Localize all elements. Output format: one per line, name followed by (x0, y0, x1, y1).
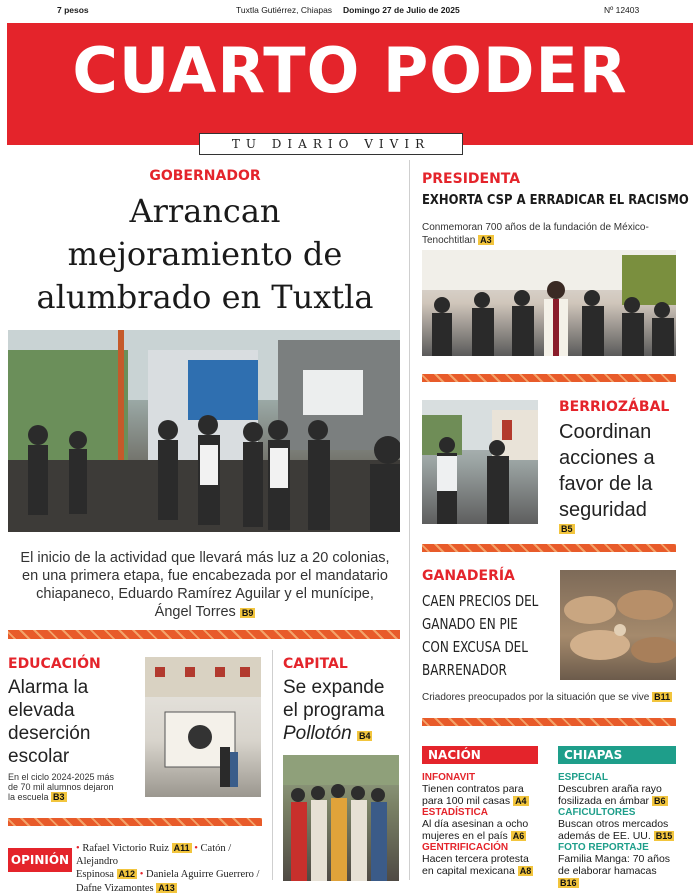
nacion-label[interactable]: NACIÓN (422, 746, 538, 764)
chiapas-item-title[interactable]: Descubren araña rayo (558, 783, 662, 795)
lead-headline-line: Arrancan (129, 192, 281, 230)
capital-headline-line: Pollotón (283, 723, 352, 744)
decorative-band (422, 544, 676, 552)
educacion-sub (8, 772, 114, 802)
presidenta-photo-scene (422, 250, 676, 356)
price-label: 7 pesos (57, 5, 89, 15)
nacion-item-kicker: ESTADÍSTICA (422, 807, 488, 818)
columnist-name[interactable]: Daniela Aguirre Guerrero / (146, 869, 260, 880)
ganaderia-headline-line: GANADO EN PIE (422, 615, 518, 633)
top-info-bar (0, 0, 700, 22)
presidenta-sub (422, 222, 649, 247)
page-ref-badge[interactable]: B16 (560, 878, 577, 888)
page-ref-badge[interactable]: A11 (173, 843, 190, 853)
decorative-band (422, 718, 676, 726)
nacion-list (422, 772, 538, 877)
capital-headline[interactable] (283, 676, 384, 748)
berriozabal-ref (559, 517, 575, 536)
page-ref-badge[interactable]: A8 (519, 866, 532, 876)
presidenta-headline[interactable]: EXHORTA CSP A ERRADICAR EL RACISMO (422, 192, 689, 208)
ganaderia-headline-line: BARRENADOR (422, 661, 507, 679)
page-ref-badge[interactable]: B6 (653, 796, 666, 806)
lead-caption-line: chiapaneco, Eduardo Ramírez Aguilar y el munícipe, (36, 586, 374, 602)
lead-photo-scene (8, 330, 400, 532)
chiapas-item-title[interactable]: de elaborar hamacas (558, 865, 657, 877)
berriozabal-headline-line: seguridad (559, 499, 647, 521)
ganaderia-sub (422, 692, 672, 703)
tagline: TU DIARIO VIVIR (199, 133, 463, 155)
ganaderia-headline[interactable] (422, 590, 538, 682)
edition-date: Domingo 27 de Julio de 2025 (343, 5, 460, 15)
lead-caption-line: en una primera etapa, fue encabezada por el mandatario (22, 568, 388, 584)
nacion-item-title[interactable]: Al día asesinan a ocho (422, 818, 529, 830)
page-ref-badge[interactable]: B3 (53, 792, 65, 802)
edition-number: Nº 12403 (604, 5, 640, 15)
nacion-item-kicker: GENTRIFICACIÓN (422, 842, 509, 853)
page-ref-badge[interactable]: B9 (241, 608, 254, 618)
educacion-photo[interactable] (145, 657, 261, 797)
capital-photo[interactable] (283, 755, 399, 881)
page-ref-badge[interactable]: B4 (358, 731, 371, 741)
chiapas-item-title[interactable]: Familia Manga: 70 años (558, 853, 671, 865)
berriozabal-headline-line: acciones a (559, 447, 655, 469)
educacion-sub-line: En el ciclo 2024-2025 más (8, 772, 115, 782)
page-ref-badge[interactable]: B11 (654, 692, 671, 702)
ganaderia-photo[interactable] (560, 570, 676, 680)
columnist-name[interactable]: Catón / Alejandro (76, 843, 232, 867)
nacion-item-title[interactable]: mujeres en el país (422, 830, 508, 842)
berriozabal-headline[interactable] (559, 419, 655, 523)
educacion-headline-line: escolar (8, 746, 70, 767)
educacion-headline-line: deserción (8, 723, 91, 744)
ganaderia-photo-scene (560, 570, 676, 680)
page-ref-badge[interactable]: A4 (515, 796, 527, 806)
decorative-band (8, 630, 400, 639)
nacion-item-title[interactable]: en capital mexicana (422, 865, 515, 877)
berriozabal-photo[interactable] (422, 400, 538, 524)
capital-photo-scene (283, 755, 399, 881)
presidenta-photo[interactable] (422, 250, 676, 356)
chiapas-list (558, 772, 676, 889)
newspaper-logo: CUARTO PODER (72, 34, 628, 107)
ganaderia-kicker[interactable]: GANADERÍA (422, 568, 515, 584)
columnist-name[interactable]: Espinosa (76, 869, 114, 880)
berriozabal-photo-scene (422, 400, 538, 524)
nacion-item-title[interactable]: Hacen tercera protesta (422, 853, 529, 865)
opinion-columnists: • Rafael Victorio Ruiz A11 • Catón / Alejandro Espinosa A12 • Daniela Aguirre Guerrero / Dafne Vizamontes A13 (76, 843, 260, 894)
educacion-headline[interactable] (8, 676, 90, 768)
nacion-item-title[interactable]: para 100 mil casas (422, 795, 511, 807)
berriozabal-headline-line: Coordinan (559, 421, 652, 443)
chiapas-item-kicker: CAFICULTORES (558, 807, 636, 818)
page-ref-badge[interactable]: B15 (655, 831, 673, 841)
lead-headline[interactable] (0, 190, 410, 319)
presidenta-kicker[interactable]: PRESIDENTA (422, 171, 521, 187)
educacion-sub-line: de 70 mil alumnos dejaron (8, 782, 114, 792)
presidenta-sub-line: Tenochtitlan (422, 235, 476, 246)
nacion-item-kicker: INFONAVIT (422, 772, 476, 783)
lead-caption-line: El inicio de la actividad que llevará más luz a 20 colonias, (20, 550, 390, 566)
columnist-name[interactable]: Rafael Victorio Ruiz (82, 843, 169, 854)
educacion-sub-line: la escuela (8, 792, 49, 802)
lead-caption (0, 549, 410, 622)
column-divider (272, 650, 273, 880)
berriozabal-kicker[interactable]: BERRIOZÁBAL (559, 399, 670, 415)
presidenta-sub-line: Conmemoran 700 años de la fundación de México- (422, 222, 649, 233)
opinion-label[interactable]: OPINIÓN (8, 848, 72, 872)
berriozabal-headline-line: favor de la (559, 473, 653, 495)
page-ref-badge[interactable]: A6 (512, 831, 525, 841)
chiapas-item-kicker: FOTO REPORTAJE (558, 842, 649, 853)
chiapas-label[interactable]: CHIAPAS (558, 746, 676, 764)
page-ref-badge[interactable]: A12 (118, 869, 136, 879)
educacion-headline-line: Alarma la (8, 677, 89, 698)
lead-headline-line: alumbrado en Tuxtla (36, 278, 374, 316)
lead-kicker[interactable]: GOBERNADOR (149, 168, 261, 184)
dateline: Tuxtla Gutiérrez, Chiapas (236, 5, 333, 15)
chiapas-item-title[interactable]: Buscan otros mercados (558, 818, 669, 830)
ganaderia-headline-line: CON EXCUSA DEL (422, 638, 528, 656)
capital-kicker[interactable]: CAPITAL (283, 656, 348, 672)
educacion-kicker[interactable]: EDUCACIÓN (8, 656, 101, 672)
decorative-band (422, 374, 676, 382)
ganaderia-headline-line: CAEN PRECIOS DEL (422, 592, 539, 610)
decorative-band (8, 818, 262, 826)
ganaderia-sub-text: Criadores preocupados por la situación que se vive (422, 692, 650, 703)
educacion-photo-scene (145, 657, 261, 797)
chiapas-item-kicker: ESPECIAL (558, 772, 609, 783)
educacion-headline-line: elevada (8, 700, 75, 721)
page-ref-badge[interactable]: A3 (480, 235, 492, 245)
lead-caption-line: Ángel Torres (154, 604, 236, 620)
column-divider (409, 160, 410, 880)
masthead (7, 23, 693, 145)
chiapas-item-title[interactable]: además de EE. UU. (558, 830, 651, 842)
columnist-name[interactable]: Dafne Vizamontes (76, 882, 154, 894)
lead-headline-line: mejoramiento de (67, 235, 343, 273)
nacion-item-title[interactable]: Tienen contratos para (422, 783, 524, 795)
page-ref-badge[interactable]: B5 (561, 524, 573, 534)
page-ref-badge[interactable]: A13 (158, 882, 175, 893)
capital-headline-line: el programa (283, 700, 385, 721)
chiapas-item-title[interactable]: fosilizada en ámbar (558, 795, 650, 807)
lead-photo[interactable] (8, 330, 400, 532)
capital-headline-line: Se expande (283, 677, 385, 698)
